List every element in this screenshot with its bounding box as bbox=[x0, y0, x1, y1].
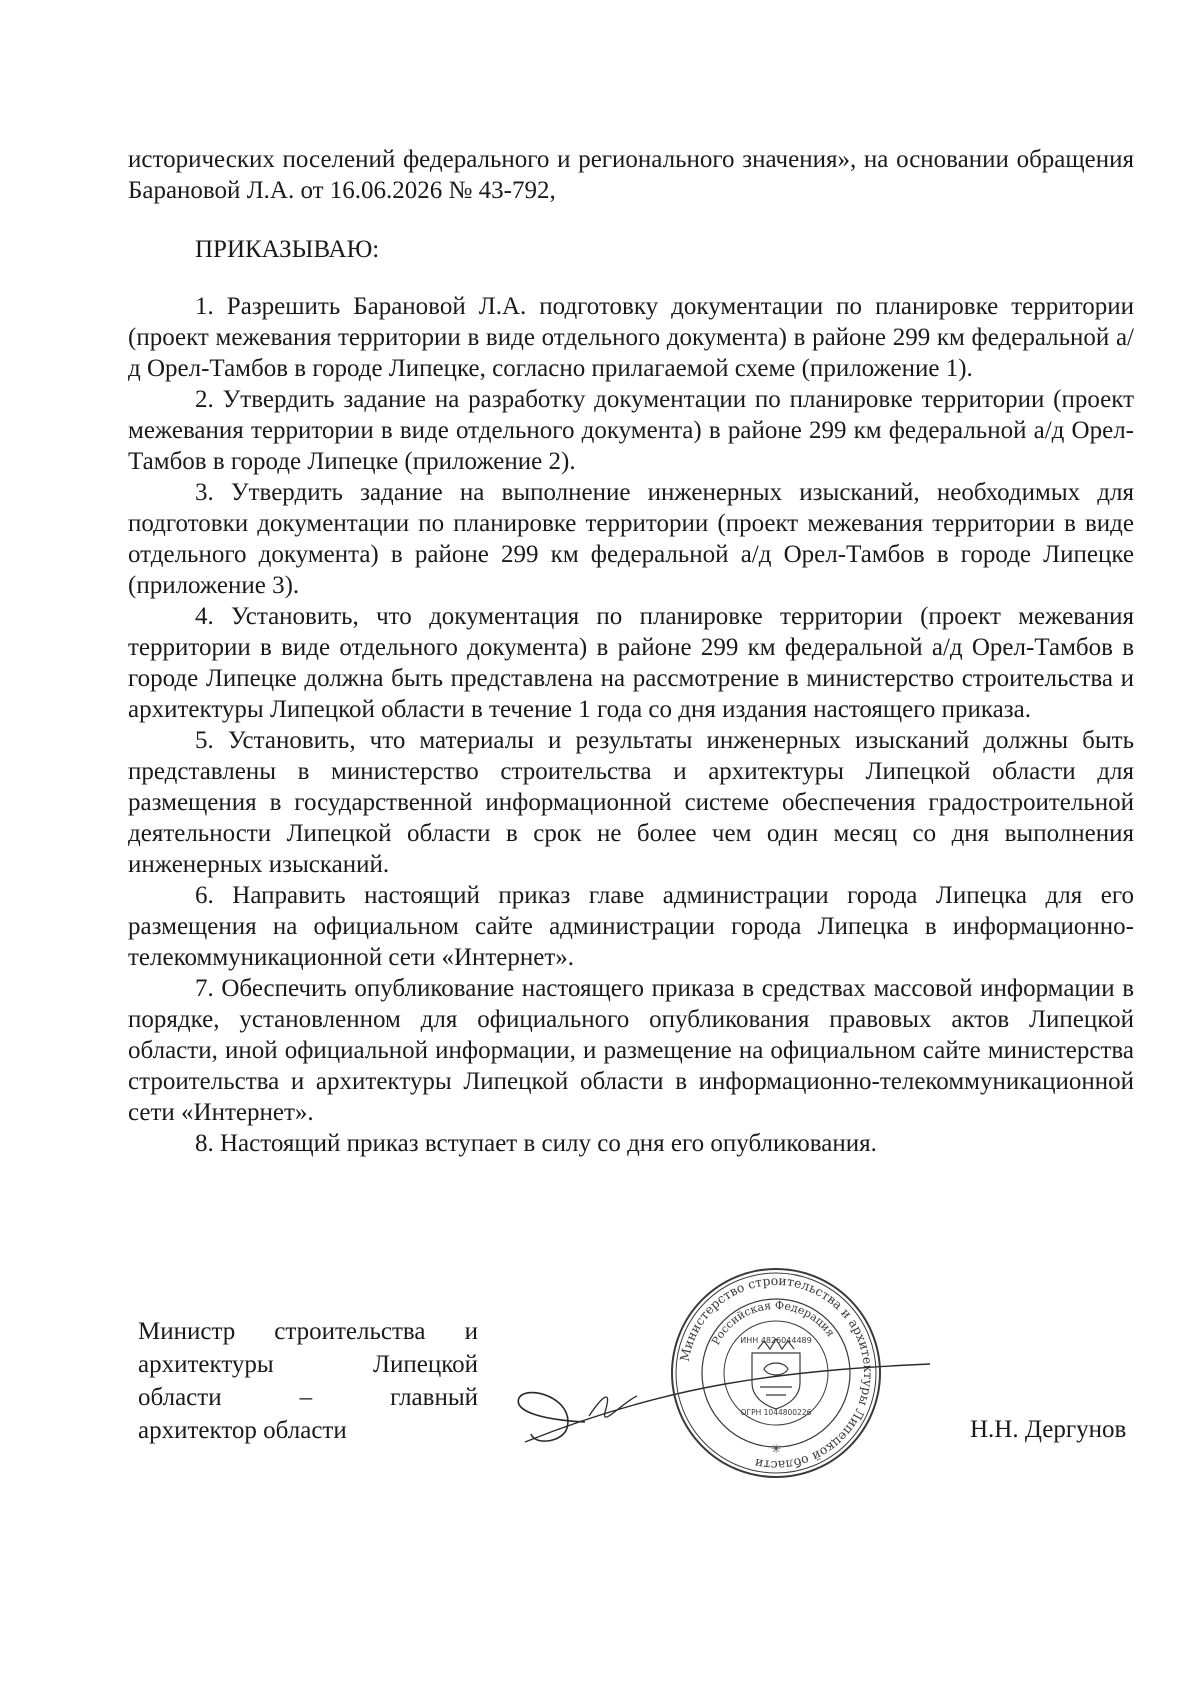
order-items bbox=[128, 291, 1134, 1159]
item-number: 3. bbox=[195, 479, 214, 506]
signatory-title-line: области – главный bbox=[138, 1384, 478, 1411]
signatory-title-line: архитектуры Липецкой bbox=[138, 1351, 478, 1378]
item-number: 4. bbox=[195, 603, 214, 630]
item-text: Установить, что документация по планировке территории (проект межевания территории в виде отдельного документа) в районе 299 км федеральной а/д Орел-Тамбов в городе Липецке должна быть представлена на рассмотрение в министерство строительства и архитектуры Липецкой области в течение 1 года со дня издания настоящего приказа. bbox=[128, 603, 1134, 723]
order-item bbox=[128, 384, 1134, 477]
signatory-position bbox=[138, 1315, 478, 1447]
signatory-title-line: архитектор области bbox=[138, 1417, 347, 1444]
item-number: 1. bbox=[195, 293, 214, 320]
item-text: Утвердить задание на разработку документации по планировке территории (проект межевания территории в виде отдельного документа) в районе 299 км федеральной а/д Орел-Тамбов в городе Липецке (приложение 2). bbox=[128, 386, 1134, 475]
seal-star-icon: ✳ bbox=[770, 1442, 782, 1456]
item-number: 2. bbox=[195, 386, 214, 413]
item-text: Обеспечить опубликование настоящего приказа в средствах массовой информации в порядке, установленном для официального опубликования правовых актов Липецкой области, иной официальной информации, и размещение на официальном сайте министерства строительства и архитектуры Липецкой области в информационно-телекоммуникационной сети «Интернет». bbox=[128, 975, 1134, 1126]
item-text: Направить настоящий приказ главе администрации города Липецка для его размещения на официальном сайте администрации города Липецка в информационно-телекоммуникационной сети «Интернет». bbox=[128, 882, 1134, 971]
seal-ogrn: ОГРН 1044800226 bbox=[740, 1408, 812, 1417]
order-item bbox=[128, 291, 1134, 384]
order-item bbox=[128, 725, 1134, 880]
order-item bbox=[128, 1128, 1134, 1159]
item-number: 7. bbox=[195, 975, 214, 1002]
item-text: Утвердить задание на выполнение инженерных изысканий, необходимых для подготовки документации по планировке территории (проект межевания территории в виде отдельного документа) в районе 299 км федеральной а/д Орел-Тамбов в городе Липецке (приложение 3). bbox=[128, 479, 1134, 599]
intro-paragraph: исторических поселений федерального и регионального значения», на основании обращения Барановой Л.А. от 16.06.2026 № 43-792, bbox=[128, 146, 1134, 204]
order-item bbox=[128, 880, 1134, 973]
order-item bbox=[128, 601, 1134, 725]
official-seal bbox=[668, 1265, 884, 1481]
item-number: 5. bbox=[195, 727, 214, 754]
signatory-title-line: Министр строительства и bbox=[138, 1318, 478, 1345]
seal-outer-text: Министерство строительства и архитектуры Липецкой области bbox=[676, 1272, 877, 1474]
item-text: Разрешить Барановой Л.А. подготовку документации по планировке территории (проект межевания территории в виде отдельного документа) в районе 299 км федеральной а/д Орел-Тамбов в городе Липецке, согласно прилагаемой схеме (приложение 1). bbox=[128, 293, 1134, 382]
item-number: 6. bbox=[195, 882, 214, 909]
order-body bbox=[128, 144, 1134, 1159]
item-text: Настоящий приказ вступает в силу со дня его опубликования. bbox=[220, 1130, 877, 1157]
coat-of-arms-icon bbox=[752, 1339, 800, 1409]
seal-inn: ИНН 4826044489 bbox=[740, 1336, 812, 1345]
item-number: 8. bbox=[195, 1130, 214, 1157]
order-item bbox=[128, 973, 1134, 1128]
item-text: Установить, что материалы и результаты инженерных изысканий должны быть представлены в министерство строительства и архитектуры Липецкой области для размещения в государственной информационной системе обеспечения градостроительной деятельности Липецкой области в срок не более чем один месяц со дня выполнения инженерных изысканий. bbox=[128, 727, 1134, 878]
seal-inner-text: Российская Федерация bbox=[709, 1298, 838, 1348]
order-item bbox=[128, 477, 1134, 601]
order-heading: ПРИКАЗЫВАЮ: bbox=[195, 236, 380, 263]
signatory-name: Н.Н. Дергунов bbox=[970, 1416, 1127, 1443]
